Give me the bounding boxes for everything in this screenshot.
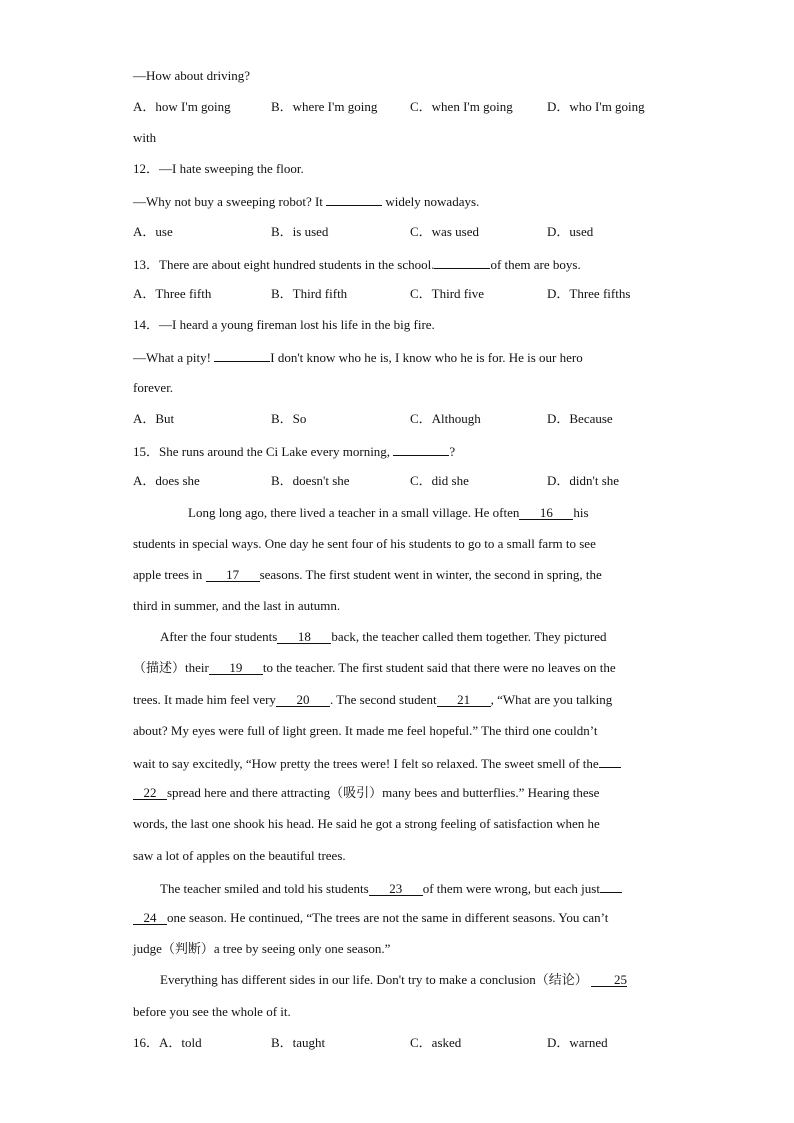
q16-option-c[interactable]: C．asked — [410, 1035, 462, 1050]
q12-options — [133, 224, 693, 240]
passage-line-10 — [133, 785, 599, 801]
passage-text: of them were wrong, but each just — [422, 881, 600, 896]
blank-24[interactable]: 24 — [133, 911, 167, 925]
blank-25[interactable]: 25 — [591, 973, 627, 987]
passage-text: his — [573, 505, 589, 520]
blank-20[interactable]: 20 — [276, 693, 330, 707]
passage-text: trees. It made him feel very — [133, 692, 276, 707]
q11-option-a[interactable]: A．how I'm going — [133, 99, 231, 114]
q12-stem-2 — [133, 192, 479, 210]
q11-option-cont: with — [133, 130, 157, 145]
passage-line-5 — [160, 629, 607, 645]
passage-line-15: judge（判断）a tree by seeing only one season.” — [133, 941, 391, 956]
passage-text: one season. He continued, “The trees are not the same in different seasons. You can’t — [167, 910, 609, 925]
passage-line-8: about? My eyes were full of light green. It made me feel hopeful.” The third one couldn’t — [133, 723, 598, 738]
passage-text: （描述）their — [133, 660, 209, 675]
q12-stem-1: 12．—I hate sweeping the floor. — [133, 161, 304, 176]
q12-stem-2a: —Why not buy a sweeping robot? It — [133, 194, 323, 209]
q14-blank[interactable] — [214, 348, 270, 362]
q12-option-b[interactable]: B．is used — [271, 224, 329, 239]
q12-blank[interactable] — [326, 192, 382, 206]
q12-stem-2b: widely nowadays. — [385, 194, 480, 209]
q13-option-b[interactable]: B．Third fifth — [271, 286, 348, 301]
passage-line-7 — [133, 692, 612, 708]
q12-option-d[interactable]: D．used — [547, 224, 594, 239]
passage-line-4: third in summer, and the last in autumn. — [133, 598, 341, 613]
q15-stem — [133, 442, 455, 460]
passage-text: spread here and there attracting（吸引）many bees and butterflies.” Hearing these — [167, 785, 600, 800]
q13-stem — [133, 255, 581, 273]
passage-text: Everything has different sides in our life. Don't try to make a conclusion（结论） — [160, 972, 588, 987]
q16-option-a[interactable]: 16．A．told — [133, 1035, 202, 1050]
q15-options — [133, 473, 693, 489]
passage-line-17: before you see the whole of it. — [133, 1004, 291, 1019]
q14-option-b[interactable]: B．So — [271, 411, 307, 426]
passage-text: Long long ago, there lived a teacher in a small village. He often — [188, 505, 520, 520]
q14-option-d[interactable]: D．Because — [547, 411, 613, 426]
q14-stem-2b: I don't know who he is, I know who he is for. He is our hero — [270, 350, 583, 365]
q15-stem-b: ? — [449, 444, 456, 459]
q11-option-b[interactable]: B．where I'm going — [271, 99, 378, 114]
q16-option-d[interactable]: D．warned — [547, 1035, 608, 1050]
blank-19[interactable]: 19 — [209, 661, 263, 675]
passage-text: back, the teacher called them together. They pictured — [331, 629, 607, 644]
passage-line-14 — [133, 910, 608, 926]
passage-line-2: students in special ways. One day he sent four of his students to go to a small farm to see — [133, 536, 596, 551]
passage-text: , “What are you talking — [490, 692, 613, 707]
passage-line-1 — [188, 505, 589, 521]
passage-text: . The second student — [329, 692, 437, 707]
passage-line-11: words, the last one shook his head. He said he got a strong feeling of satisfaction when he — [133, 816, 600, 831]
passage-line-12: saw a lot of apples on the beautiful trees. — [133, 848, 346, 863]
passage-text: apple trees in — [133, 567, 203, 582]
q13-stem-a: 13．There are about eight hundred students in the school. — [133, 257, 435, 272]
q12-option-a[interactable]: A．use — [133, 224, 173, 239]
q11-options — [133, 99, 693, 115]
q14-stem-2 — [133, 348, 583, 366]
passage-line-6 — [133, 660, 616, 676]
blank-21[interactable]: 21 — [437, 693, 491, 707]
blank-17[interactable]: 17 — [206, 568, 260, 582]
passage-line-13 — [160, 879, 622, 897]
q14-options — [133, 411, 693, 427]
blank-22-lead — [599, 754, 621, 768]
passage-line-9 — [133, 754, 621, 772]
passage-text: After the four students — [160, 629, 278, 644]
q15-option-b[interactable]: B．doesn't she — [271, 473, 350, 488]
q15-blank[interactable] — [393, 442, 449, 456]
blank-18[interactable]: 18 — [277, 630, 331, 644]
q15-option-d[interactable]: D．didn't she — [547, 473, 620, 488]
passage-line-16 — [160, 972, 627, 988]
q16-options — [133, 1035, 693, 1051]
blank-23[interactable]: 23 — [369, 882, 423, 896]
passage-text: seasons. The first student went in winter, the second in spring, the — [259, 567, 602, 582]
blank-22[interactable]: 22 — [133, 786, 167, 800]
q16-option-b[interactable]: B．taught — [271, 1035, 326, 1050]
q15-option-c[interactable]: C．did she — [410, 473, 469, 488]
q11-option-d[interactable]: D．who I'm going — [547, 99, 645, 114]
q13-option-a[interactable]: A．Three fifth — [133, 286, 212, 301]
q13-option-d[interactable]: D．Three fifths — [547, 286, 631, 301]
passage-text: to the teacher. The first student said that there were no leaves on the — [262, 660, 616, 675]
q14-option-a[interactable]: A．But — [133, 411, 175, 426]
q12-option-c[interactable]: C．was used — [410, 224, 479, 239]
blank-24-lead — [600, 879, 622, 893]
q11-option-c[interactable]: C．when I'm going — [410, 99, 513, 114]
q14-stem-2a: —What a pity! — [133, 350, 211, 365]
passage-line-3 — [133, 567, 602, 583]
blank-16[interactable]: 16 — [519, 506, 573, 520]
q15-option-a[interactable]: A．does she — [133, 473, 200, 488]
passage-text: wait to say excitedly, “How pretty the trees were! I felt so relaxed. The sweet smell of the — [133, 756, 599, 771]
q15-stem-a: 15．She runs around the Ci Lake every morning, — [133, 444, 391, 459]
passage-text: The teacher smiled and told his students — [160, 881, 369, 896]
q14-stem-3: forever. — [133, 380, 174, 395]
q13-blank[interactable] — [434, 255, 490, 269]
q14-option-c[interactable]: C．Although — [410, 411, 481, 426]
q13-option-c[interactable]: C．Third five — [410, 286, 485, 301]
q11-prev-line: —How about driving? — [133, 68, 250, 83]
q13-options — [133, 286, 693, 302]
q13-stem-b: of them are boys. — [490, 257, 581, 272]
q14-stem-1: 14．—I heard a young fireman lost his life in the big fire. — [133, 317, 435, 332]
